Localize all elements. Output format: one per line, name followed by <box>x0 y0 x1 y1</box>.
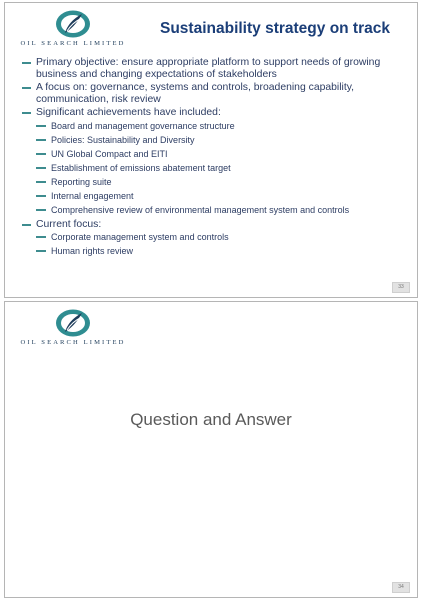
sub-bullet-item: Reporting suite <box>22 177 402 188</box>
sub-bullet-item: Human rights review <box>22 246 402 257</box>
slide-sustainability <box>4 2 418 298</box>
sub-bullet-item: UN Global Compact and EITI <box>22 149 402 160</box>
company-logo <box>13 308 133 350</box>
sub-bullet-dash-icon <box>36 181 46 183</box>
bullet-dash-icon <box>22 62 31 64</box>
bullet-item: Primary objective: ensure appropriate platform to support needs of growing business and changing expectations of stakeholders <box>22 57 402 80</box>
logo-emblem-icon <box>54 308 92 338</box>
sub-bullet-dash-icon <box>36 250 46 252</box>
sub-bullet-dash-icon <box>36 125 46 127</box>
sub-bullet-dash-icon <box>36 236 46 238</box>
sub-bullet-dash-icon <box>36 167 46 169</box>
page-number: 34 <box>392 582 410 593</box>
page-number: 33 <box>392 282 410 293</box>
company-name: OIL SEARCH LIMITED <box>20 339 126 346</box>
company-logo <box>13 9 133 51</box>
bullet-item: Significant achievements have included: <box>22 107 402 119</box>
slide-title: Sustainability strategy on track <box>160 20 390 37</box>
bullet-dash-icon <box>22 87 31 89</box>
sub-bullet-dash-icon <box>36 195 46 197</box>
bullet-dash-icon <box>22 224 31 226</box>
sub-bullet-item: Policies: Sustainability and Diversity <box>22 135 402 146</box>
bullet-dash-icon <box>22 112 31 114</box>
sub-bullet-dash-icon <box>36 139 46 141</box>
logo-emblem-icon <box>54 9 92 39</box>
slide-title: Question and Answer <box>130 410 292 429</box>
sub-bullet-item: Corporate management system and controls <box>22 232 402 243</box>
company-name: OIL SEARCH LIMITED <box>20 40 126 47</box>
slide-question-answer <box>4 301 418 598</box>
bullet-item: A focus on: governance, systems and controls, broadening capability, communication, risk review <box>22 82 402 105</box>
sub-bullet-item: Comprehensive review of environmental management system and controls <box>22 205 402 216</box>
sub-bullet-item: Establishment of emissions abatement target <box>22 163 402 174</box>
sub-bullet-dash-icon <box>36 153 46 155</box>
sub-bullet-dash-icon <box>36 209 46 211</box>
sub-bullet-item: Internal engagement <box>22 191 402 202</box>
sub-bullet-item: Board and management governance structure <box>22 121 402 132</box>
bullet-list <box>22 57 402 260</box>
bullet-item: Current focus: <box>22 219 402 231</box>
